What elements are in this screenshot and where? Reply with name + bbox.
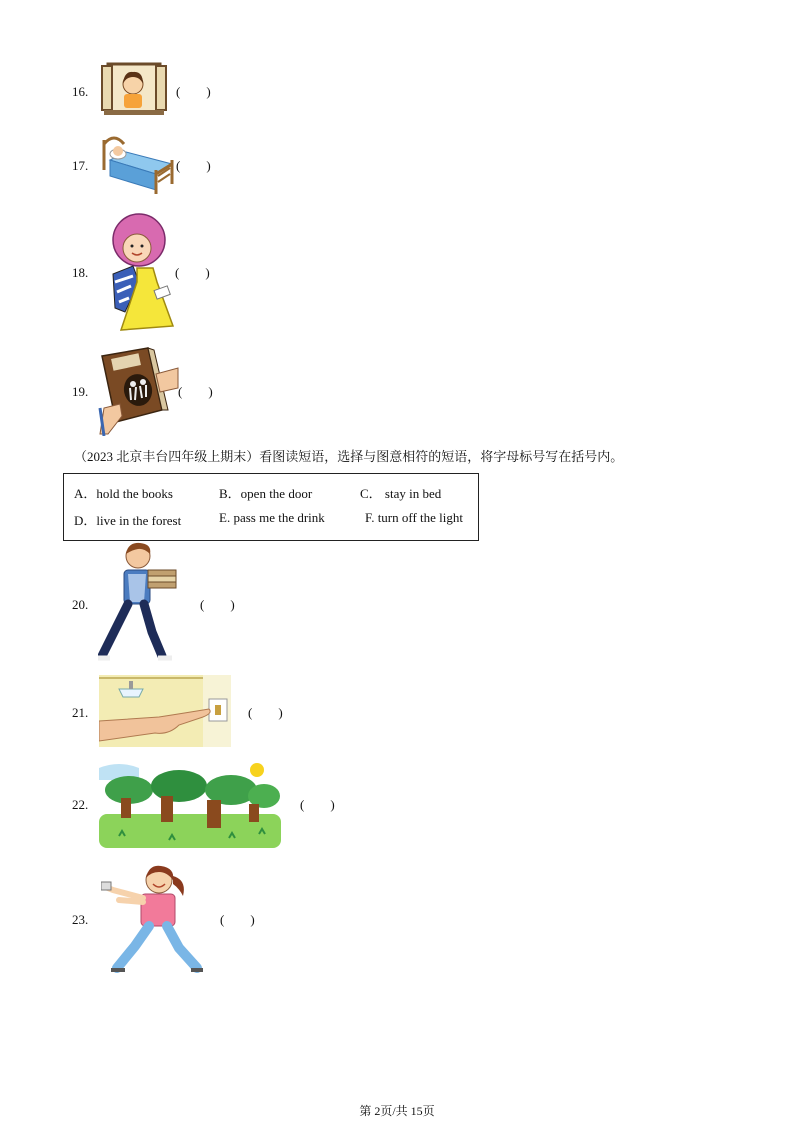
question-number: 17. — [72, 158, 89, 173]
option-e: E. pass me the drink — [219, 510, 325, 525]
hand-pressing-light-switch-image — [99, 675, 231, 747]
option-b: B．open the door — [219, 486, 313, 501]
answer-blank[interactable]: ( ) — [178, 384, 213, 399]
question-number: 19. — [72, 384, 89, 399]
girl-passing-something-image — [101, 862, 205, 974]
answer-blank[interactable]: ( ) — [176, 158, 211, 173]
options-box — [63, 473, 479, 541]
answer-blank[interactable]: ( ) — [200, 597, 235, 612]
question-number: 23. — [72, 912, 89, 927]
option-d: D．live in the forest — [74, 513, 182, 528]
hands-holding-book-image — [98, 346, 180, 436]
question-number: 16. — [72, 84, 89, 99]
section-instruction: （2023 北京丰台四年级上期末）看图读短语，选择与图意相符的短语，将字母标号写在括号内。 — [74, 449, 624, 464]
answer-blank[interactable]: ( ) — [300, 797, 335, 812]
answer-blank[interactable]: ( ) — [175, 265, 210, 280]
question-number: 18. — [72, 265, 89, 280]
boy-carrying-books-image — [98, 540, 184, 664]
girl-at-window-image — [100, 62, 168, 117]
answer-blank[interactable]: ( ) — [248, 705, 283, 720]
option-f: F. turn off the light — [365, 510, 464, 525]
forest-image — [99, 760, 281, 848]
answer-blank[interactable]: ( ) — [220, 912, 255, 927]
question-number: 20. — [72, 597, 89, 612]
question-number: 21. — [72, 705, 89, 720]
option-a: A．hold the books — [74, 486, 173, 501]
answer-blank[interactable]: ( ) — [176, 84, 211, 99]
question-number: 22. — [72, 797, 89, 812]
page-footer: 第 2页/共 15页 — [359, 1104, 435, 1118]
girl-holding-dress-image — [103, 212, 175, 334]
child-in-bed-image — [100, 130, 176, 196]
option-c: C． stay in bed — [360, 486, 442, 501]
